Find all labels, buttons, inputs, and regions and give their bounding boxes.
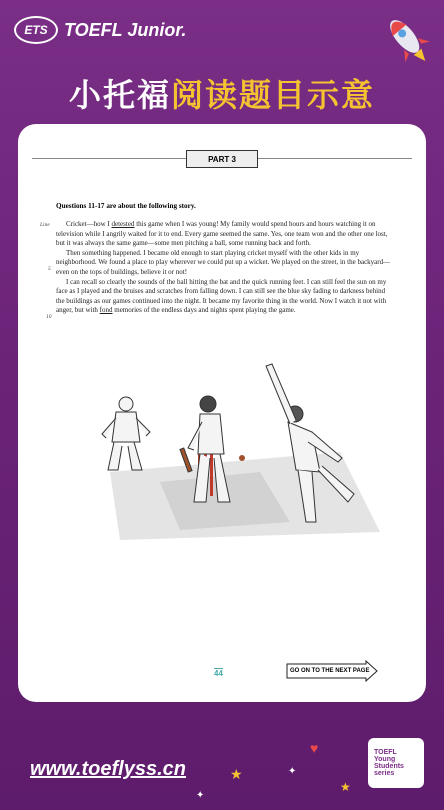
cricket-illustration (90, 362, 380, 542)
sparkle-icon: ✦ (288, 766, 297, 777)
badge-line: TOEFL (374, 749, 397, 756)
ets-logo: ETS (14, 16, 58, 44)
badge-line: Young (374, 756, 396, 763)
line-label: Line (40, 222, 50, 228)
headline (0, 70, 444, 116)
headline-white: 小托福 (68, 77, 171, 113)
text: memories of the endless days and nights spent playing the game. (112, 306, 296, 315)
wicketkeeper-figure (102, 397, 150, 470)
underlined-word: fond (99, 306, 113, 315)
brand-header (14, 16, 186, 44)
text: Cricket—how I (66, 220, 112, 228)
paragraph (56, 278, 392, 316)
story-passage (56, 220, 392, 316)
brand-name: TOEFL Junior. (64, 19, 187, 40)
badge-line: series (374, 770, 395, 777)
website-url[interactable]: www.toeflyss.cn (30, 758, 186, 780)
part-label: PART 3 (186, 150, 258, 168)
paragraph: Then something happened. I became old enough to start playing cricket myself with the other kids in my neighborhood. We found a place to play wherever we could put up a wicket. We played on the street, in the backyard—even on the tops of buildings, believe it or not! (56, 248, 391, 276)
headline-yellow: 阅读题目示意 (171, 77, 376, 113)
paragraph (56, 220, 392, 249)
heart-icon: ♥ (310, 740, 319, 756)
page-number: 44 (214, 669, 223, 678)
star-icon: ★ (230, 766, 243, 782)
next-page-label: GO ON TO THE NEXT PAGE (290, 668, 370, 674)
line-number-10: 10 (46, 314, 52, 320)
toefl-young-students-badge (368, 738, 424, 788)
text: I can recall so clearly the sounds of the ball hitting the bat and the quick running feet. I can still feel the sun on my face as I played and the bruises and scratches from falling down. I can still see the blue sky fading to darkness behind the buildings as our games continued into the night. It became my favorite thing in the world. Now I watch it not with anger, but with (56, 277, 387, 315)
sparkle-icon: ✦ (196, 790, 205, 801)
underlined-word: detested (111, 220, 135, 228)
line-number-5: 5 (48, 266, 51, 272)
text: this game when I was young! My family would spend hours and hours watching it on television while I angrily waited for it to end. Every game seemed the same. Yes, one team won and the other one lost, but it was always the same game—some men pitching a ball, some running back and forth. (56, 220, 388, 248)
badge-line: Students (374, 763, 404, 770)
star-icon: ★ (340, 780, 351, 794)
question-heading: Questions 11-17 are about the following story. (56, 202, 196, 210)
test-page-card (18, 124, 426, 702)
rocket-icon (376, 8, 436, 68)
